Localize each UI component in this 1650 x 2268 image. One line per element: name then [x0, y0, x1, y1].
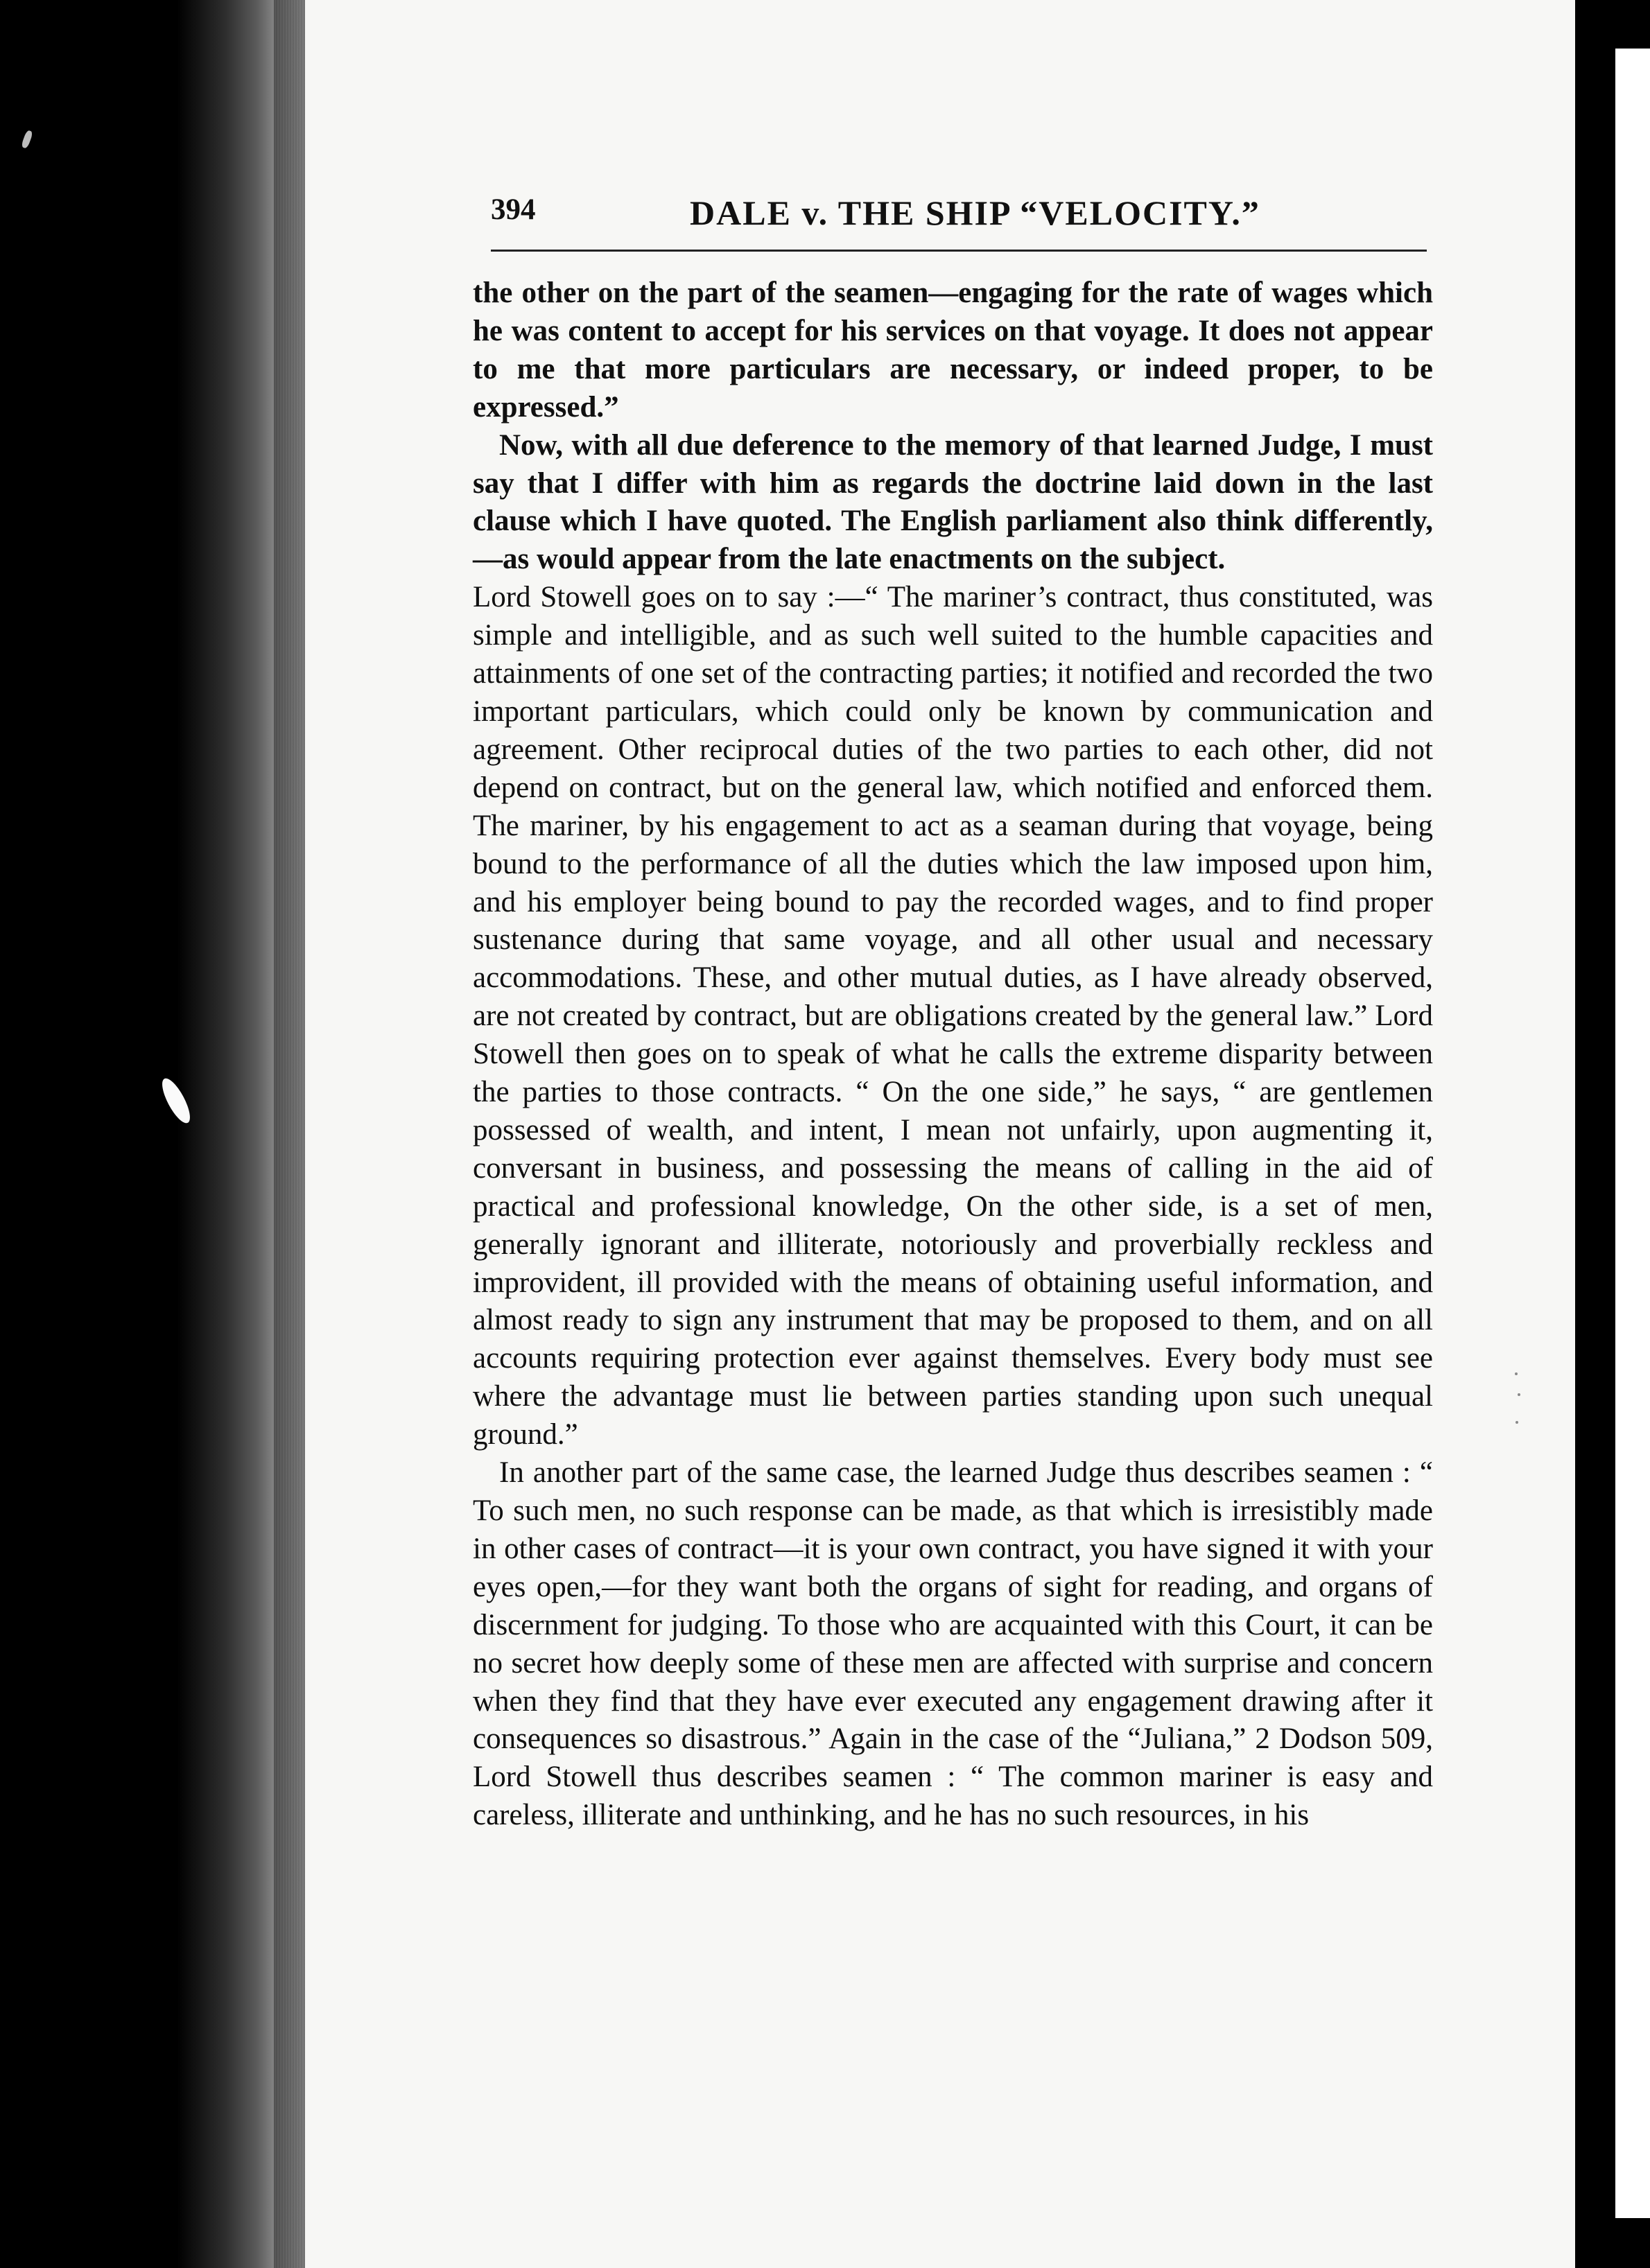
book-page	[305, 0, 1575, 2268]
right-page-strip	[1615, 49, 1650, 2218]
paragraph-deference: Now, with all due deference to the memory of that learned Judge, I must say that I differ with him as regards the doctrine laid down in the last clause which I have quoted. The English parliament also think differently,—as would appear from the late enactments on the subject.	[473, 428, 1433, 576]
paragraph-continued: the other on the part of the seamen—engaging for the rate of wages which he was content to accept for his services on that voyage. It does not appear to me that more particulars are necessary, or indeed proper, to be expressed.”	[473, 277, 1433, 424]
running-title: DALE v. THE SHIP “VELOCITY.”	[690, 193, 1260, 232]
body-text	[473, 274, 1433, 1835]
running-head	[305, 193, 1449, 241]
margin-specks	[1515, 1372, 1522, 1456]
left-page-edges	[274, 0, 305, 2268]
page-number: 394	[491, 193, 536, 226]
header-rule	[491, 250, 1427, 252]
paragraph-lord-stowell: Lord Stowell goes on to say :—“ The mariner’s contract, thus constituted, was simple and intelligible, and as such well suited to the humble capacities and attainments of one set of the contracting parties; it notified and recorded the two important particulars, which could only be known by communication and agreement. Other reciprocal duties of the two parties to each other, did not depend on contract, but on the general law, which notified and enforced them. The mariner, by his engagement to act as a seaman during that voyage, being bound to the performance of all the duties which the law imposed upon him, and his employer being bound to pay the recorded wages, and to find proper sustenance during that same voyage, and all other usual and necessary accommodations. These, and other mutual duties, as I have already observed, are not created by contract, but are obligations created by the general law.” Lord Stowell then goes on to speak of what he calls the extreme disparity between the parties to those contracts. “ On the one side,” he says, “ are gentlemen possessed of wealth, and intent, I mean not unfairly, upon augmenting it, conversant in business, and possessing the means of calling in the aid of practical and professional knowledge, On the other side, is a set of men, generally ignorant and illiterate, notoriously and proverbially reckless and improvident, ill provided with the means of obtaining useful information, and almost ready to sign any instrument that may be proposed to them, and on all accounts requiring protection ever against themselves. Every body must see where the advantage must lie between parties standing upon such unequal ground.”	[473, 581, 1433, 1451]
paragraph-another-part: In another part of the same case, the learned Judge thus describes seamen : “ To such men, no such response can be made, as that which is irresistibly made in other cases of contract—it is your own contract, you have signed it with your eyes open,—for they want both the organs of sight for reading, and organs of discernment for judging. To those who are acquainted with this Court, it can be no secret how deeply some of these men are affected with surprise and concern when they find that they have ever executed any engagement drawing after it consequences so disastrous.” Again in the case of the “Juliana,” 2 Dodson 509, Lord Stowell thus describes seamen : “ The common mariner is easy and careless, illiterate and unthinking, and he has no such resources, in his	[473, 1456, 1433, 1832]
left-book-spine	[0, 0, 305, 2268]
